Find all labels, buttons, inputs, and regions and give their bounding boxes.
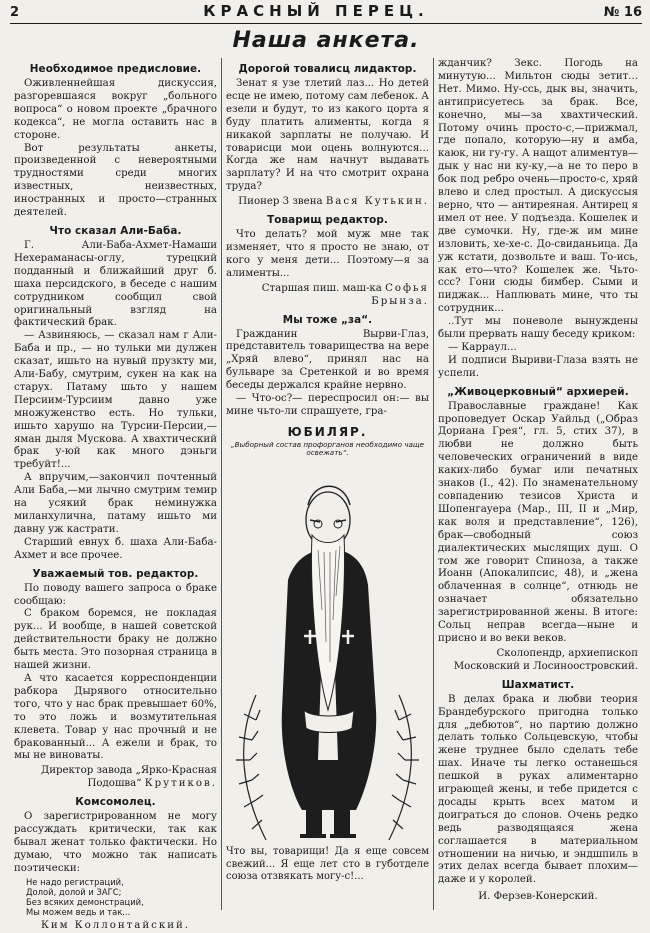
column-3 xyxy=(433,58,642,910)
signature: Ким Коллонтайский. xyxy=(40,920,191,932)
signature: Сколопендр, архиепископ Московский и Лосиноостровский. xyxy=(453,647,638,672)
signature-name: Крутиков. xyxy=(144,778,217,790)
poem-line: Без всяких демонстраций, xyxy=(26,897,144,908)
page-headline: Наша анкета. xyxy=(232,28,420,53)
paragraph: Оживленнейшая дискуссия, разгоревшаяся вокруг „больного вопроса“ о новом проекте „брачного кодекса“, не могла оставить нас в стороне. xyxy=(14,78,217,141)
signature-title: Пионер 3 звена xyxy=(238,196,323,208)
poem-line: Долой, долой и ЗАГС; xyxy=(26,886,122,897)
cartoon-caption: Что вы, товарищи! Да я еще совсем свежий... Я еще лет сто в губотделе союза отзвякать могу-с!... xyxy=(226,846,429,883)
masthead xyxy=(10,2,642,24)
paragraph: ..Тут мы поневоле вынуждены были прервать нашу беседу криком: xyxy=(438,316,638,341)
signature-title: Директор завода „Ярко-Красная Подошва“ xyxy=(40,765,217,790)
signature xyxy=(226,196,429,209)
paragraph: — Что-ос?— переспросил он:— вы мине чьто-ли спрашуете, гра- xyxy=(226,393,429,417)
paragraph: — Азвиняюсь, — сказал нам г Али-Баба и пр., — но тульки ми дулжен сказат, ишьто на нувый прузкту ми, Али-Бабу, смутрим, сукен на как на старух. Патаму шьто у нашем Персиим-Турсиим давно уже множуженство есть. Но тульки, ишьто харушо на Турсии-Персии,—яман дыля Мускова. А хвахтический брак у-юй как много дэньги требуйт!... xyxy=(14,330,217,471)
signature-name: Софья Брынза. xyxy=(371,282,429,307)
cartoon-epigraph: „Выборный состав профорганов необходимо чаще освежать“. xyxy=(230,439,425,458)
paragraph: Вот результаты анкеты, произведенной с невероятными трудностями среди многих известных, неизвестных, иностранных и просто—странных деятелей. xyxy=(14,142,217,219)
paragraph: И подписи Выриви-Глаза взять не успели. xyxy=(438,354,638,379)
issue-number: № 16 xyxy=(603,5,642,20)
heading-komsomolets: Комсомолец. xyxy=(75,796,156,809)
columns xyxy=(10,58,642,932)
heading-comrade-editor: Товарищ редактор. xyxy=(267,214,388,227)
heading-we-too: Мы тоже „за“. xyxy=(282,313,373,326)
paragraph: Г. Али-Баба-Ахмет-Намаши Нехераманасы-оглу, турецкий подданный и ближайший друг б. шаха персидского, в беседе с нашим сотрудником сообщил свой оригинальный взгляд на фактический брак. xyxy=(14,239,217,329)
heading-chess-player: Шахматист. xyxy=(501,678,575,691)
paragraph: С браком боремся, не покладая рук... И вообще, в нашей советской действительности браку не должно быть места. Это позорная страница в нашей жизни. xyxy=(14,608,217,672)
paragraph: О зарегистрированном не могу рассуждать критически, так как бывал женат только фактически. Но думаю, что можно так написать поэтически: xyxy=(14,811,217,874)
paragraph: Старший евнух б. шаха Али-Баба-Ахмет и все прочее. xyxy=(14,536,217,561)
signature: И. Ферзев-Конерский. xyxy=(478,891,598,903)
poem-line: Не надо регистраций, xyxy=(26,876,124,887)
paragraph: — Карраул... xyxy=(448,341,517,353)
heading-ali-baba: Что сказал Али-Баба. xyxy=(49,224,182,237)
signature xyxy=(14,765,217,791)
old-man-figure xyxy=(282,486,376,836)
heading-dear-editor: Уважаемый тов. редактор. xyxy=(32,567,199,580)
paragraph: Что делать? мой муж мне так изменяет, что я просто не знаю, от кого у меня дети... Поэтому—я за алименты... xyxy=(226,229,429,279)
poem-line: Мы можем ведь и так... xyxy=(26,907,131,918)
signature-name: Вася Кутькин. xyxy=(325,196,429,208)
cartoon-illustration xyxy=(226,460,429,844)
column-1 xyxy=(10,58,221,932)
paragraph: А что касается корреспонденции рабкора Дырявого относительно того, что у нас брак превышает 60%, то это ложь и возмутительная клевета. Товар у нас прочный и не бракованный... А ежели и брак, то мы не виноваты. xyxy=(14,672,217,762)
heading-archbishop: „Живоцерковный“ архиерей. xyxy=(447,385,629,398)
paragraph: Зенат я узе тлетий лаз... Но детей есце не имею, потому сам лебенок. А езели и будут, то из какого цорта я буду платить алименты, когда я никакой зарплаты не получаю. И товарисци мои оцень волнуются... Когда же нам начнут выдавать зарплату? И на что смотрит охрана труда? xyxy=(226,78,429,193)
poem xyxy=(14,877,217,918)
page-number: 2 xyxy=(10,5,20,20)
heading-preface: Необходимое предисловие. xyxy=(29,63,202,75)
paragraph: По поводу вашего запроса о браке сообщаю: xyxy=(14,582,217,607)
newspaper-title: КРАСНЫЙ ПЕРЕЦ. xyxy=(203,2,429,20)
paragraph: В делах брака и любви теория Брандебурского пригодна только для „дебютов“, но партию должно делать только Сольцевскую, чтобы жене труднее было сделать тебе шах. Иначе ты легко останешься пешкой в руках алиментарно играющей жены, и тебе придется с досады крыть всех матом и доиграться до слонов. Очень редко ведь разводящаяся жена соглашается в материальном отношении на ничью, и эндшпиль в этих делах всегда бывает плохим—даже и у королей. xyxy=(438,693,638,886)
heading-pioneer-letter: Дорогой товалисц лидактор. xyxy=(238,63,417,75)
paragraph: Гражданин Вырви-Глаз, представитель товарищества на вере „Хряй влево“, принял нас на бульваре за Сретенкой и во время беседы держался крайне нервно. xyxy=(226,328,429,392)
cartoon-title: ЮБИЛЯР. xyxy=(287,424,368,439)
signature-title: Старшая пиш. маш-ка xyxy=(261,282,382,294)
signature xyxy=(226,283,429,309)
paragraph: А впручим,—закончил почтенный Али Баба,—ми лычно смутрим темир на усякий брак неминужка миланхулична, патаму ишьто ми давну уж кастрати. xyxy=(14,472,217,535)
column-2 xyxy=(221,58,433,910)
paragraph: Православные граждане! Как проповедует Оскар Уайльд („Образ Дориана Грея“, гл. 5, стих 37), в любви не должно быть человеческих ограничений в виде каких-либо бумаг или печатных знаков (I., 42). По знаменательному совпадению тезисов Христа и Шопенгауера (Мар., III, II и „Мир, как воля и представление“, 126), брак—свободный союз диалектических мыслящих душ. О том же говорит Спиноза, а также Иоанн (Апокалипсис, 48), и „жена облаченная в солнце“, отнюдь не означает обязательно зарегистрированной жены. В итоге: Сольц неправ всегда—ныне и присно и во веки веков. xyxy=(438,400,638,644)
paragraph: жданчик? Зекс. Погодь на минутую... Мильтон сюды зетит... Нет. Мимо. Ну-ссь, дык вы, значить, антиприсуетесь за брак. Все, конечно, мы—за хвахтический. Потому очинь просто-с,—прижмал, где попало, которую—ну и амба, каюк, ни гу-гу. А нащот алиментув—дык у нас ни ку-ку,—а не то перо в бок под ребро очень—просто-с, хряй влево и след простыл. А дискуссыя верно, что — антиреяная. Антирец я имел от нее. У подъезда. Кошелек и две сумочки. Ну, где-ж им мине изловить, хе-хе-с. До-свиданьица. Да уж кстати, дозвольте и ваш. То-ись, как ето—что? Кошелек же. Чьто-ссс? Гони сюды бимбер. Сыми и пиджак... Наплювать мине, что ты сотрудник... xyxy=(438,58,638,315)
